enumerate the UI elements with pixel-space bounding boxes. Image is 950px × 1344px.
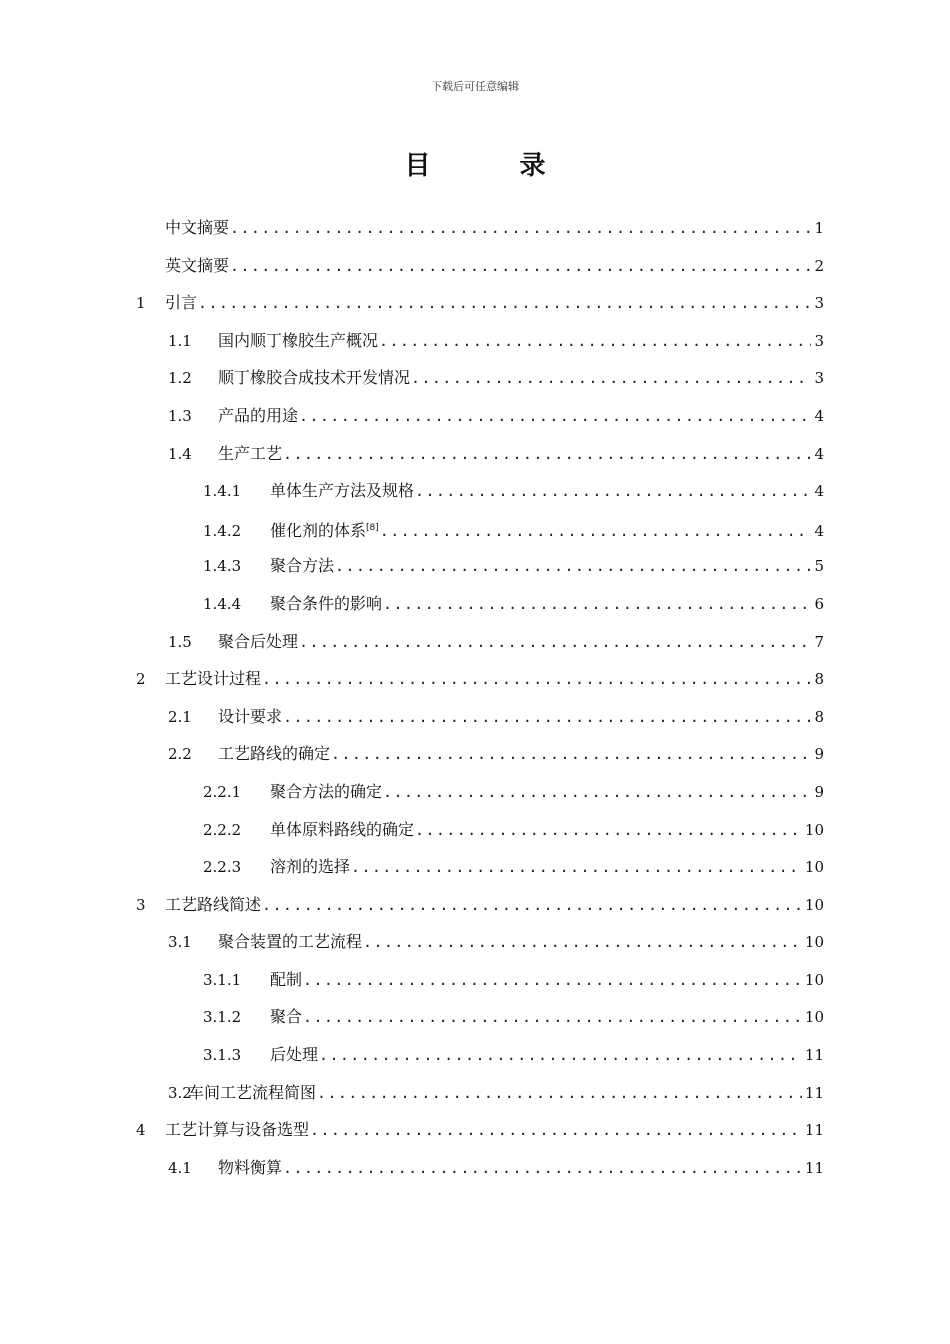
- toc-entry-number: 2: [136, 670, 146, 689]
- toc-entry-label-text: 聚合: [270, 1007, 303, 1027]
- toc-entry-page: 11: [804, 1121, 824, 1140]
- toc-entry[interactable]: [136, 1074, 824, 1112]
- dot-leader: [331, 736, 811, 774]
- dot-leader: [411, 360, 811, 398]
- toc-entry-label: [165, 209, 229, 247]
- dot-leader: [351, 849, 802, 887]
- toc-entry-label: [165, 886, 261, 924]
- toc-entry-label-text: 单体生产方法及规格: [270, 481, 415, 501]
- dot-leader: [383, 774, 811, 812]
- toc-entry-label-text: 聚合装置的工艺流程: [218, 932, 363, 952]
- toc-entry[interactable]: [136, 547, 824, 585]
- toc-entry-number: 4.1: [168, 1158, 192, 1177]
- toc-entry-label-text: 聚合条件的影响: [270, 593, 383, 613]
- toc-entry-page: 4: [814, 521, 824, 540]
- toc-entry-number: 1.3: [168, 406, 192, 425]
- toc-entry-number: 1.4: [168, 444, 192, 463]
- dot-leader: [283, 436, 811, 474]
- toc-entry[interactable]: [136, 472, 824, 510]
- toc-entry-label: [270, 547, 334, 585]
- toc-entry[interactable]: [136, 998, 824, 1036]
- toc-entry-page: 11: [804, 1046, 824, 1065]
- toc-entry-label: [165, 660, 261, 698]
- dot-leader: [363, 924, 802, 962]
- toc-entry-label: [270, 510, 379, 550]
- toc-entry[interactable]: [136, 510, 824, 548]
- toc-entry-number: 2.2.1: [203, 782, 242, 801]
- toc-entry-label-text: 后处理: [270, 1045, 319, 1065]
- dot-leader: [303, 962, 802, 1000]
- toc-entry[interactable]: [136, 284, 824, 322]
- toc-entry-number: 1: [136, 294, 146, 313]
- toc-entry-label: [218, 435, 282, 473]
- toc-entry[interactable]: [136, 585, 824, 623]
- toc-entry-page: 10: [804, 820, 824, 839]
- toc-entry[interactable]: [136, 1149, 824, 1187]
- toc-entry-number: 3.2: [168, 1083, 192, 1102]
- toc-entry-page: 3: [814, 294, 824, 313]
- dot-leader: [283, 699, 811, 737]
- toc-entry-label: [188, 1074, 316, 1112]
- dot-leader: [230, 248, 811, 286]
- toc-entry[interactable]: [136, 735, 824, 773]
- toc-entry-label: [270, 998, 302, 1036]
- toc-entry-number: 1.4.3: [203, 557, 242, 576]
- toc-entry-number: 3: [136, 895, 146, 914]
- toc-entry-number: 1.4.2: [203, 521, 242, 540]
- toc-entry-label: [218, 1149, 282, 1187]
- toc-entry[interactable]: [136, 247, 824, 285]
- dot-leader: [262, 661, 811, 699]
- toc-entry[interactable]: [136, 209, 824, 247]
- toc-entry-number: 2.2.3: [203, 858, 242, 877]
- dot-leader: [198, 285, 811, 323]
- dot-leader: [283, 1150, 802, 1188]
- toc-entry-number: 3.1: [168, 933, 192, 952]
- toc-entry-page: 4: [814, 406, 824, 425]
- dot-leader: [299, 398, 811, 436]
- toc-entry[interactable]: [136, 322, 824, 360]
- toc-entry-label-text: 聚合方法: [270, 556, 335, 576]
- toc-entry-page: 11: [804, 1158, 824, 1177]
- toc-entry-label-text: 溶剂的选择: [270, 857, 351, 877]
- toc-entry-label-text: 引言: [165, 293, 198, 313]
- toc-entry-page: 8: [814, 707, 824, 726]
- toc-entry-page: 9: [814, 782, 824, 801]
- dot-leader: [380, 513, 812, 551]
- toc-entry-number: 1.5: [168, 632, 192, 651]
- toc-entry-label: [270, 585, 382, 623]
- toc-entry-page: 9: [814, 745, 824, 764]
- toc-entry-number: 2.2.2: [203, 820, 242, 839]
- toc-entry[interactable]: [136, 359, 824, 397]
- toc-entry-number: 1.4.1: [203, 482, 242, 501]
- dot-leader: [415, 473, 811, 511]
- toc-entry-number: 3.1.2: [203, 1008, 242, 1027]
- toc-entry-label-text: 单体原料路线的确定: [270, 819, 415, 839]
- toc-entry-label: [218, 923, 362, 961]
- page-title: 目 录: [404, 151, 586, 181]
- toc-entry-page: 10: [804, 858, 824, 877]
- toc-entry-page: 10: [804, 970, 824, 989]
- dot-leader: [262, 887, 802, 925]
- toc-entry-label: [218, 698, 282, 736]
- toc-entry[interactable]: [136, 698, 824, 736]
- header-note: 下载后可任意编辑: [431, 80, 519, 93]
- toc-entry-page: 2: [814, 256, 824, 275]
- dot-leader: [335, 548, 811, 586]
- toc-entry-page: 5: [814, 557, 824, 576]
- toc-entry-label-text: 产品的用途: [218, 405, 299, 425]
- toc-entry[interactable]: [136, 961, 824, 999]
- toc-entry-label-text: 物料衡算: [218, 1157, 283, 1177]
- dot-leader: [303, 999, 802, 1037]
- dot-leader: [310, 1112, 802, 1150]
- toc-entry-label: [165, 284, 197, 322]
- toc-entry-label: [165, 247, 229, 285]
- toc-entry[interactable]: [136, 1111, 824, 1149]
- toc-entry-label-text: 顺丁橡胶合成技术开发情况: [218, 368, 411, 388]
- toc-entry-label: [218, 359, 410, 397]
- dot-leader: [317, 1075, 802, 1113]
- toc-entry[interactable]: [136, 773, 824, 811]
- toc-entry-page: 10: [804, 895, 824, 914]
- dot-leader: [319, 1037, 802, 1075]
- toc-entry-label: [270, 848, 350, 886]
- toc-entry-label-text: 国内顺丁橡胶生产概况: [218, 330, 379, 350]
- toc-entry-label: [270, 773, 382, 811]
- toc-entry-number: 2.1: [168, 707, 192, 726]
- toc-entry-number: 2.2: [168, 745, 192, 764]
- toc-entry-label-text: 工艺计算与设备选型: [165, 1120, 310, 1140]
- toc-entry[interactable]: [136, 886, 824, 924]
- toc-entry-label-text: 催化剂的体系: [270, 520, 367, 540]
- toc-entry-page: 8: [814, 670, 824, 689]
- toc-entry[interactable]: [136, 397, 824, 435]
- toc-entry-label: [270, 961, 302, 999]
- toc-entry[interactable]: [136, 660, 824, 698]
- toc-entry-page: 4: [814, 482, 824, 501]
- dot-leader: [230, 210, 811, 248]
- toc-entry-label-text: 工艺路线简述: [165, 894, 262, 914]
- dot-leader: [379, 323, 811, 361]
- toc-entry[interactable]: [136, 811, 824, 849]
- toc-entry-label-text: 配制: [270, 969, 303, 989]
- toc-entry-page: 4: [814, 444, 824, 463]
- toc-entry-number: 3.1.3: [203, 1046, 242, 1065]
- toc-entry-label-text: 车间工艺流程简图: [188, 1082, 317, 1102]
- toc-entry[interactable]: [136, 923, 824, 961]
- toc-entry-label-text: 聚合后处理: [218, 631, 299, 651]
- toc-entry[interactable]: [136, 623, 824, 661]
- toc-entry-page: 1: [814, 219, 824, 237]
- dot-leader: [383, 586, 811, 624]
- toc-entry-label-text: 工艺路线的确定: [218, 744, 331, 764]
- toc-entry-label-text: 聚合方法的确定: [270, 781, 383, 801]
- toc-entry-page: 11: [804, 1083, 824, 1102]
- toc-entry-label: [218, 623, 298, 661]
- toc-entry[interactable]: [136, 435, 824, 473]
- toc-entry-label: [270, 811, 414, 849]
- citation-mark: [8]: [366, 522, 379, 533]
- toc-entry-page: 7: [814, 632, 824, 651]
- toc-entry-page: 10: [804, 933, 824, 952]
- toc-entry[interactable]: [136, 848, 824, 886]
- toc-entry-page: 3: [814, 369, 824, 388]
- toc-entry-label: [218, 322, 378, 360]
- toc-entry-label: [270, 1036, 318, 1074]
- toc-entry-number: 1.1: [168, 331, 192, 350]
- toc-entry-label: [218, 397, 298, 435]
- toc-entry-page: 3: [814, 331, 824, 350]
- dot-leader: [299, 624, 811, 662]
- toc-entry-page: 10: [804, 1008, 824, 1027]
- toc-entry-label-text: 英文摘要: [165, 255, 230, 275]
- toc-entry-label: [218, 735, 330, 773]
- toc-entry-number: 1.4.4: [203, 594, 242, 613]
- toc-entry-number: 1.2: [168, 369, 192, 388]
- toc-entry[interactable]: [136, 1036, 824, 1074]
- toc-entry-label-text: 生产工艺: [218, 443, 283, 463]
- toc-entry-label-text: 工艺设计过程: [165, 669, 262, 689]
- toc-entry-label: [165, 1111, 309, 1149]
- toc-entry-page: 6: [814, 594, 824, 613]
- dot-leader: [415, 812, 802, 850]
- toc-entry-label: [270, 472, 414, 510]
- toc-entry-number: 3.1.1: [203, 970, 242, 989]
- toc-entry-label-text: 中文摘要: [165, 218, 230, 237]
- table-of-contents: [136, 209, 824, 1186]
- toc-entry-label-text: 设计要求: [218, 706, 283, 726]
- toc-entry-number: 4: [136, 1121, 146, 1140]
